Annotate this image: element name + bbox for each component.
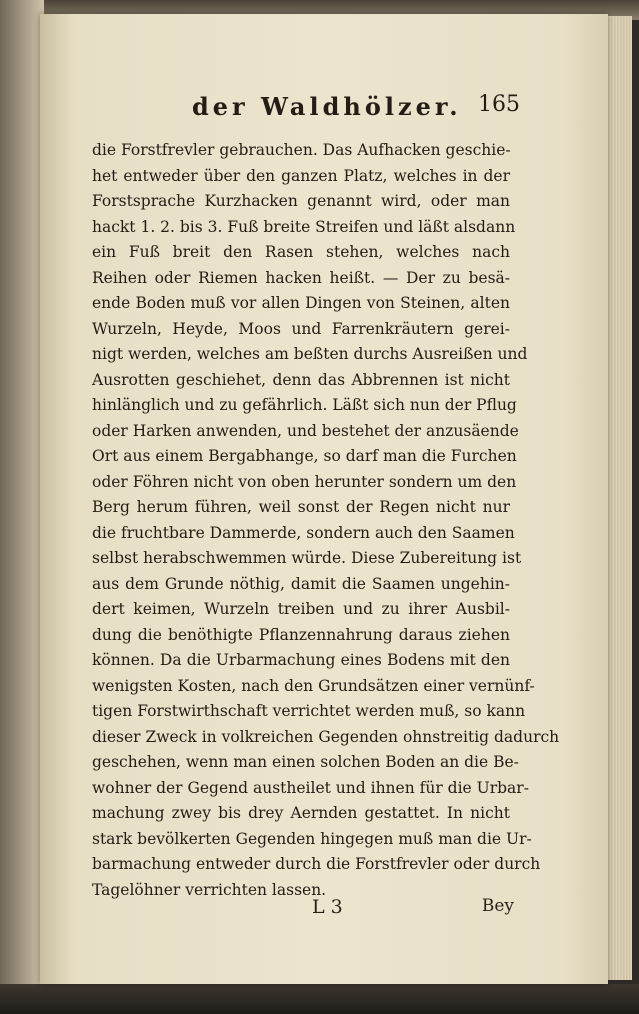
text-line: wenigsten Kosten, nach den Grundsätzen einer vernünf- [92,676,535,695]
text-line: het entweder über den ganzen Platz, welches in der [92,166,510,185]
page-footer [92,896,514,924]
text-line: Ort aus einem Bergabhange, so darf man die Furchen [92,447,517,465]
text-line: stark bevölkerten Gegenden hingegen muß man die Ur- [92,829,532,848]
text-line: die fruchtbare Dammerde, sondern auch den Saamen [92,523,515,542]
text-line: ein Fuß breit den Rasen stehen, welches nach [92,243,510,261]
text-line: tigen Forstwirthschaft verrichtet werden muß, so kann [92,702,526,720]
text-line: hinlänglich und zu gefährlich. Läßt sich nun der Pflug [92,396,517,414]
text-line: selbst herabschwemmen würde. Diese Zubereitung ist [92,549,522,567]
text-line: barmachung entweder durch die Forstfrevler oder durch [92,855,541,873]
page-stack-edge [606,16,632,980]
catchword: Bey [481,896,514,916]
text-line: ende Boden muß vor allen Dingen von Steinen, alten [92,294,510,312]
text-line: die Forstfrevler gebrauchen. Das Aufhacken geschie- [92,141,511,159]
text-line: Ausrotten geschiehet, denn das Abbrennen ist nicht [92,370,510,389]
text-line-last: Tagelöhner verrichten lassen. [92,880,327,899]
text-line: geschehen, wenn man einen solchen Boden an die Be- [92,753,519,771]
text-line: Wurzeln, Heyde, Moos und Farrenkräutern gerei- [92,319,510,338]
text-line: aus dem Grunde nöthig, damit die Saamen ungehin- [92,574,510,593]
book-bottom-shadow [0,984,639,1014]
body-text [92,138,560,903]
text-line: hackt 1. 2. bis 3. Fuß breite Streifen und läßt alsdann [92,217,516,236]
running-head [90,92,520,126]
text-line: dung die benöthigte Pflanzennahrung daraus ziehen [92,625,510,644]
book-spine-edge [0,0,44,1014]
text-line: können. Da die Urbarmachung eines Bodens mit den [92,651,510,669]
text-line: dert keimen, Wurzeln treiben und zu ihrer Ausbil- [92,600,510,618]
text-line: dieser Zweck in volkreichen Gegenden ohnstreitig dadurch [92,727,560,746]
text-line: machung zwey bis drey Aernden gestattet. In nicht [92,804,510,822]
signature-mark: L 3 [312,896,343,918]
running-title: der Waldhölzer. [192,92,462,121]
text-line: wohner der Gegend austheilet und ihnen für die Urbar- [92,778,529,797]
text-line: oder Föhren nicht von oben herunter sondern um den [92,472,517,491]
text-line: nigt werden, welches am beßten durchs Ausreißen und [92,345,528,363]
text-line: Berg herum führen, weil sonst der Regen nicht nur [92,498,510,516]
text-line: Forstsprache Kurzhacken genannt wird, oder man [92,192,510,210]
text-line: oder Harken anwenden, und bestehet der anzusäende [92,421,519,440]
text-line: Reihen oder Riemen hacken heißt. — Der zu besä- [92,268,510,287]
page-number: 165 [478,92,520,117]
